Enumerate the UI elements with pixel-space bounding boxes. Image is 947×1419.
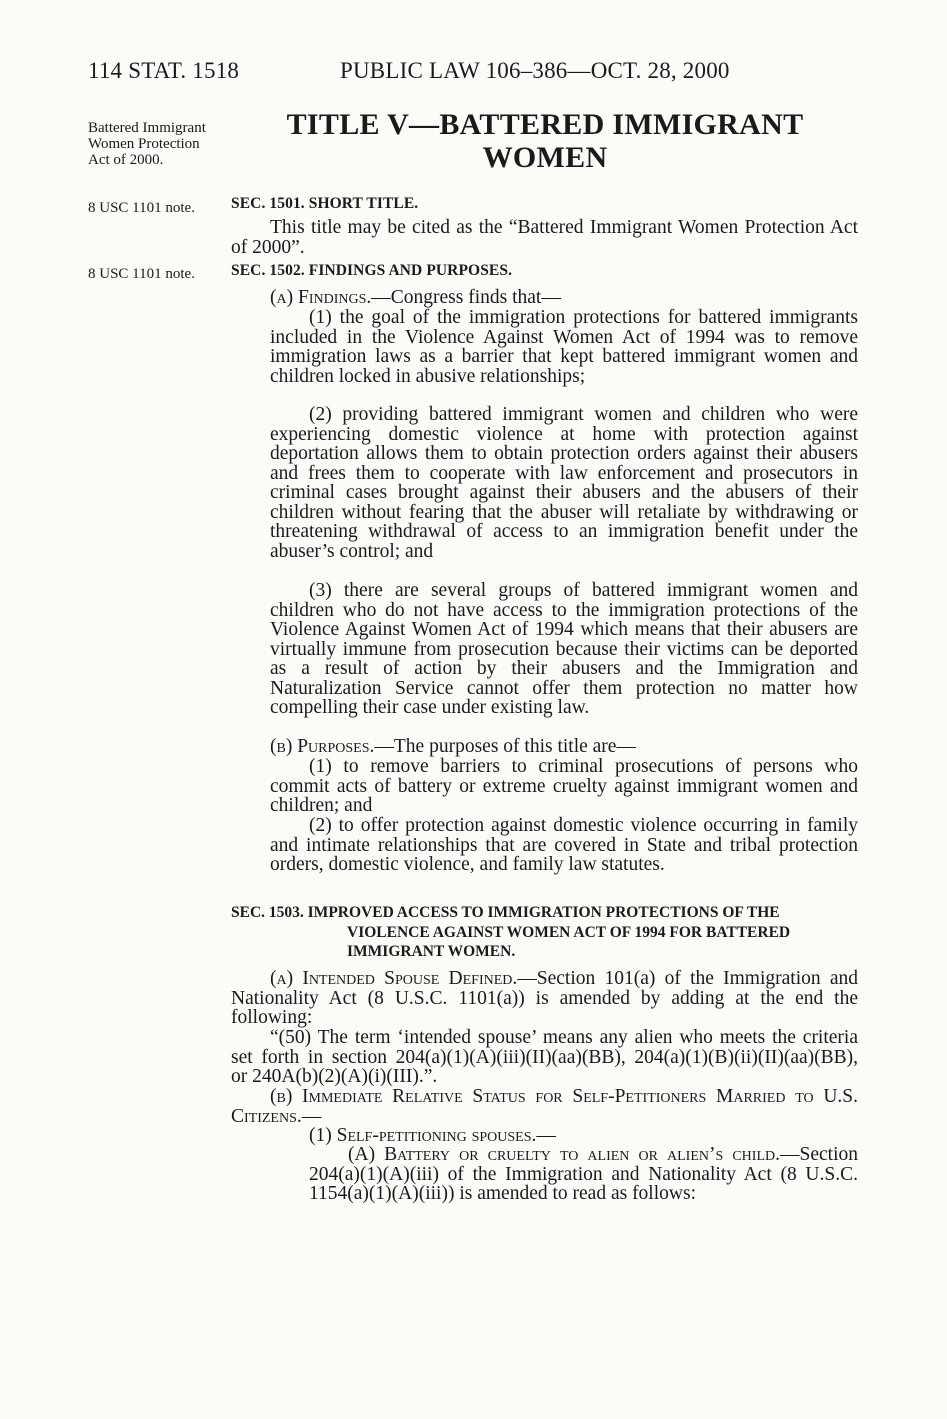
intended-spouse-label: (a) Intended Spouse Defined. [270,968,518,989]
battery-cruelty-text: —Section 204(a)(1)(A)(iii) of the Immigration and Nationality Act (8 U.S.C. 1154(a)(1)(A)(iii)) is amended to read as follows: [309,1144,858,1204]
margin-note-short-title: Battered Immigrant Women Protection Act of 2000. [88,120,206,168]
battery-cruelty-label: (A) Battery or cruelty to alien or alien’s child. [348,1144,780,1165]
paragraph-b1-dash: — [536,1125,556,1146]
finding-2: (2) providing battered immigrant women and children who were experiencing domestic violence at home with protection against deportation allows them to obtain protection orders against their abusers and frees them to cooperate with law enforcement and prosecutors in criminal cases brought against their abusers and the abusers of their children without fearing that the abuser will retaliate by withdrawing or threatening withdrawal of access to an immigration benefit under the abuser’s control; and [270,404,858,562]
sec-1503-heading [231,903,861,962]
margin-note-usc-2: 8 USC 1101 note. [88,266,195,282]
findings-subsection [270,288,858,308]
purposes-intro: —The purposes of this title are— [374,736,636,757]
subsection-b [231,1087,858,1126]
paragraph-b1 [309,1126,858,1146]
purpose-1: (1) to remove barriers to criminal prosecutions of persons who commit acts of battery or extreme cruelty against immigrant women and children; and [270,756,858,816]
subsection-a [231,969,858,1028]
finding-1: (1) the goal of the immigration protections for battered immigrants included in the Violence Against Women Act of 1994 was to remove immigration laws as a barrier that kept battered immigrant women and children locked in abusive relationships; [270,307,858,387]
sec-1501-heading: SEC. 1501. SHORT TITLE. [231,195,419,212]
self-petitioning-label: (1) Self-petitioning spouses. [309,1125,537,1146]
purposes-subsection [270,737,858,757]
statute-page-number: 114 STAT. 1518 [88,58,240,83]
title-line-2: WOMEN [482,141,608,174]
intended-spouse-text: —Section 101(a) of the Immigration and Nationality Act (8 U.S.C. 1101(a)) is amended by adding at the end the following: [231,968,858,1028]
public-law-citation: PUBLIC LAW 106–386—OCT. 28, 2000 [340,58,730,83]
title-heading [255,108,835,174]
margin-note-usc-1: 8 USC 1101 note. [88,200,195,216]
sec-1503-heading-line-1: SEC. 1503. IMPROVED ACCESS TO IMMIGRATION PROTECTIONS OF THE [231,904,780,921]
subparagraph-A [309,1145,858,1204]
immediate-relative-label: (b) Immediate Relative Status for Self-Petitioners Married to U.S. Citizens. [231,1086,858,1127]
purpose-2: (2) to offer protection against domestic violence occurring in family and intimate relationships that are covered in State and tribal protection orders, domestic violence, and family law statutes. [270,815,858,875]
subsection-b-dash: — [301,1105,322,1127]
findings-label: (a) Findings. [270,287,372,308]
finding-3: (3) there are several groups of battered immigrant women and children who do not have access to the immigration protections of the Violence Against Women Act of 1994 which means that their abusers are virtually immune from prosecution because their victims can be deported as a result of action by their abusers and the Immigration and Naturalization Service cannot offer them protection no matter how compelling their case under existing law. [270,580,858,718]
title-line-1: TITLE V—BATTERED IMMIGRANT [286,108,804,141]
findings-intro: —Congress finds that— [371,287,561,308]
sec-1503-heading-rest: VIOLENCE AGAINST WOMEN ACT OF 1994 FOR BATTERED IMMIGRANT WOMEN. [347,923,791,960]
intended-spouse-definition: “(50) The term ‘intended spouse’ means any alien who meets the criteria set forth in section 204(a)(1)(A)(iii)(II)(aa)(BB), 204(a)(1)(B)(ii)(II)(aa)(BB), or 240A(b)(2)(A)(i)(III).”. [231,1027,858,1087]
sec-1501-text: This title may be cited as the “Battered Immigrant Women Protection Act of 2000”. [231,217,858,258]
purposes-label: (b) Purposes. [270,736,375,757]
sec-1502-heading: SEC. 1502. FINDINGS AND PURPOSES. [231,262,513,279]
